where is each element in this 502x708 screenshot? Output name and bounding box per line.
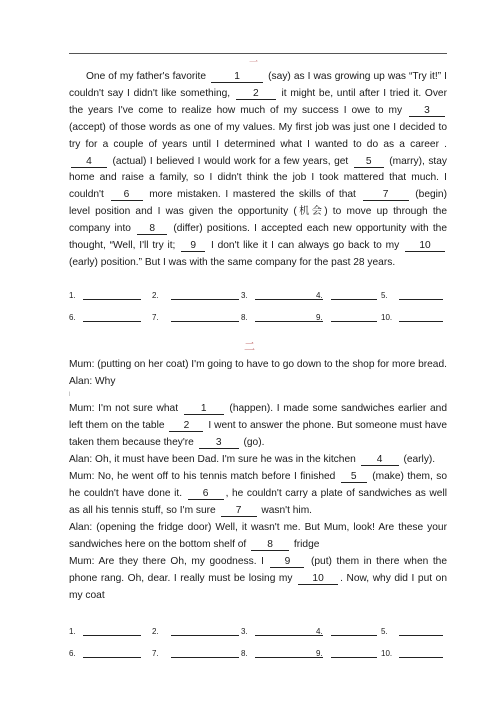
passage-text: Alan: Why: [69, 376, 116, 387]
passage-text: One of my father's favorite: [86, 71, 210, 82]
answer-number: 9.: [316, 649, 323, 658]
passage-text: (early).: [400, 454, 436, 465]
answer-number: 7.: [152, 649, 159, 658]
blank-5[interactable]: 5: [354, 156, 384, 168]
answer-line-4[interactable]: [331, 627, 377, 636]
answer-grid-1: [69, 291, 449, 327]
passage-text: (put) them in there when the phone rang. Oh, dear. I really must be losing my: [69, 556, 447, 584]
passage-text: I don't like it I can always go back to my: [207, 240, 403, 252]
blank-9[interactable]: 9: [270, 556, 304, 568]
answer-line-9[interactable]: [331, 649, 377, 658]
blank-8[interactable]: 8: [251, 539, 289, 551]
passage-text: Alan: Oh, it must have been Dad. I'm sure he was in the kitchen: [69, 454, 359, 465]
answer-line-7[interactable]: [171, 313, 239, 322]
answer-row: [69, 313, 449, 327]
answer-line-6[interactable]: [83, 313, 141, 322]
dialogue-line: [69, 373, 447, 390]
passage-text: (accept) of those words as one of my values. My first job was just one I decided to try for a couple of years until I determined what I wanted to do as a career .: [69, 121, 447, 150]
section-1-marker: 一: [249, 57, 259, 67]
answer-line-9[interactable]: [331, 313, 377, 322]
answer-line-3[interactable]: [255, 291, 323, 300]
answer-row: [69, 291, 449, 313]
answer-number: 1.: [69, 627, 76, 636]
answer-line-2[interactable]: [171, 627, 239, 636]
answer-number: 7.: [152, 313, 159, 322]
answer-line-6[interactable]: [83, 649, 141, 658]
answer-number: 6.: [69, 313, 76, 322]
answer-number: 5.: [381, 291, 388, 300]
passage-text: , he couldn't carry a plate of sandwiches as well as all his tennis stuff, so I'm sure: [69, 488, 447, 516]
answer-line-5[interactable]: [399, 291, 443, 300]
passage-text: Mum: I'm not sure what: [69, 403, 182, 414]
blank-6[interactable]: 6: [188, 488, 224, 500]
answer-grid-2: [69, 627, 449, 663]
passage-text: (go).: [240, 437, 265, 448]
passage-text: (differ) positions. I accepted each new opportunity with the thought, “Well, I'll try it;: [69, 223, 447, 252]
blank-6[interactable]: 6: [111, 189, 143, 201]
blank-9[interactable]: 9: [181, 240, 205, 252]
answer-number: 9.: [316, 313, 323, 322]
answer-number: 4.: [316, 291, 323, 300]
answer-line-3[interactable]: [255, 627, 323, 636]
answer-number: 10.: [381, 313, 393, 322]
blank-3[interactable]: 3: [409, 105, 445, 117]
passage-text: . Now, why did I put on my coat: [69, 573, 447, 601]
passage-text: (early) position.” But I was with the same company for the past 28 years.: [69, 256, 396, 268]
blank-4[interactable]: 4: [361, 454, 399, 466]
passage-text: Alan: (opening the fridge door) Well, it wasn't me. But Mum, look! Are these your sandwiches here on the bottom shelf of: [69, 522, 447, 550]
answer-number: 6.: [69, 649, 76, 658]
passage-text: Mum: Are they there Oh, my goodness. I: [69, 556, 269, 567]
blank-1[interactable]: 1: [184, 403, 224, 415]
answer-number: 3.: [241, 627, 248, 636]
dialogue-line: [69, 468, 447, 519]
answer-number: 8.: [241, 313, 248, 322]
answer-number: 1.: [69, 291, 76, 300]
passage-text: wasn't him.: [258, 505, 313, 516]
answer-row: [69, 649, 449, 663]
dialogue-line: [69, 553, 447, 604]
blank-2[interactable]: 2: [169, 420, 203, 432]
stray-mark: l: [69, 392, 71, 398]
passage-text: (actual) I believed I would work for a few years, get: [109, 155, 352, 167]
answer-line-2[interactable]: [171, 291, 239, 300]
answer-line-5[interactable]: [399, 627, 443, 636]
answer-line-4[interactable]: [331, 291, 377, 300]
answer-line-10[interactable]: [399, 649, 443, 658]
answer-number: 10.: [381, 649, 393, 658]
passage-text: Mum: (putting on her coat) I'm going to have to go down to the shop for more bread.: [69, 359, 447, 370]
blank-10[interactable]: 10: [298, 573, 338, 585]
answer-line-8[interactable]: [255, 313, 323, 322]
passage-text: (begin) level position and I was given the opportunity (机会) to move up through the company into: [69, 189, 447, 235]
passage-text: (happen). I made some sandwiches earlier and left them on the table: [69, 403, 447, 431]
answer-line-10[interactable]: [399, 313, 443, 322]
answer-line-1[interactable]: [83, 627, 141, 636]
answer-number: 8.: [241, 649, 248, 658]
answer-line-1[interactable]: [83, 291, 141, 300]
answer-line-7[interactable]: [171, 649, 239, 658]
dialogue-line: [69, 356, 447, 373]
dialogue-line: [69, 400, 447, 451]
passage-text: (marry), stay home and raise a family, so I didn't think the job I took mattered that much. I couldn't: [69, 155, 447, 201]
blank-7[interactable]: 7: [221, 505, 257, 517]
blank-4[interactable]: 4: [71, 156, 107, 168]
answer-line-8[interactable]: [255, 649, 323, 658]
answer-number: 5.: [381, 627, 388, 636]
passage-text: I went to answer the phone. But someone must have taken them because they're: [69, 420, 447, 448]
blank-10[interactable]: 10: [405, 240, 445, 252]
blank-7[interactable]: 7: [363, 189, 409, 201]
answer-number: 2.: [152, 291, 159, 300]
answer-row: [69, 627, 449, 649]
answer-number: 2.: [152, 627, 159, 636]
blank-3[interactable]: 3: [199, 437, 239, 449]
dialogue-line: [69, 451, 447, 468]
passage-text: Mum: No, he went off to his tennis match before I finished: [69, 471, 339, 482]
passage-text: fridge: [291, 539, 320, 550]
passage-text: (say) as I was growing up was “Try it!” I couldn't say I didn't like something,: [69, 71, 447, 99]
top-divider: [69, 53, 447, 54]
dialogue-2: [69, 356, 447, 604]
section-2-marker: 二: [244, 341, 255, 353]
blank-8[interactable]: 8: [137, 223, 167, 235]
passage-text: more mistaken. I mastered the skills of that: [144, 189, 361, 201]
dialogue-line: [69, 519, 447, 553]
blank-1[interactable]: 1: [211, 71, 263, 83]
passage-text: (make) them, so he couldn't have done it.: [69, 471, 447, 499]
blank-2[interactable]: 2: [236, 88, 276, 100]
passage-1: [69, 69, 447, 272]
passage-text: it might be, until after I tried it. Over the years I've come to realize how much of my success I owe to my: [69, 87, 447, 116]
answer-number: 3.: [241, 291, 248, 300]
blank-5[interactable]: 5: [341, 471, 367, 483]
answer-number: 4.: [316, 627, 323, 636]
